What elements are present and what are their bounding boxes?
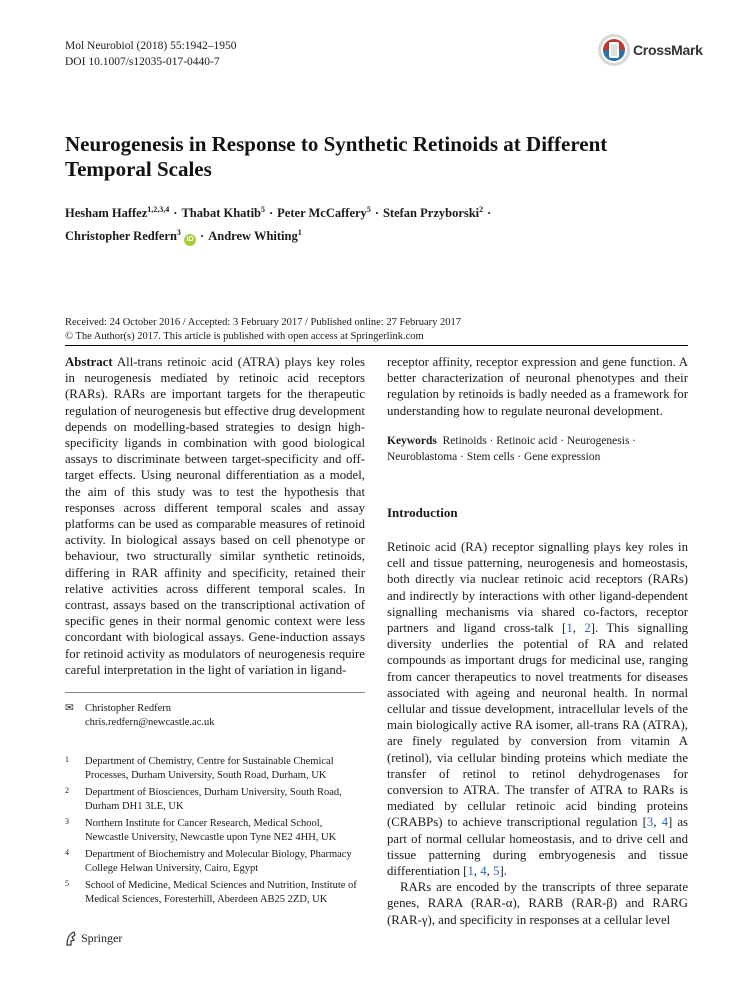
citation-link[interactable]: 2 [584,621,591,636]
author[interactable]: Stefan Przyborski [382,206,480,221]
intro-paragraph: Retinoic acid (RA) receptor signalling plays key roles in cell and tissue patterning, neurogenesis and homeostasis, both directly via nuclear retinoic acid receptors (RARs) and indirectly by interactions with other ligand-dependent signalling mechanisms via shared co-factors, receptor partners and ligand cross-talk [1, 2]. This signalling diversity underlies the potential of RA and related compounds as important drugs for medicinal use, ranging from cancer therapeutics to novel treatments for diseases associated with ageing and neuronal health. In normal cellular and tissue development, intracellular levels of the main biologically active RA isomer, all-trans RA (ATRA), are finely regulated by conversion from vitamin A (retinol), via cellular binding proteins which mediate the transfer of retinol to retinol dehydrogenases for conversion to ATRA. The transfer of ATRA to RARs is mediated by cellular retinoic acid binding proteins (CRABPs) to achieve transcriptional regulation [3, 4] as part of normal cellular homeostasis, and to drive cell and tissue patterning during embryogenesis and tissue differentiation [1, 4, 5]. [387,540,689,879]
author-list: Hesham Haffez$^{1,2,3,4}$ · Thabat Khatib$^5$ · Peter McCaffery$^5$ · Stefan Przyborski$^2$ · Christopher Redfern$^3$ iD · Andrew Whiting$^1$ [65,200,685,246]
intro-paragraph: RARs are encoded by the transcripts of three separate genes, RARA (RAR-α), RARB (RAR-β) and RARG (RAR-γ), and specificity in responses at a cellular level [387,880,688,927]
citation-link[interactable]: 4 [480,864,487,879]
affiliation [65,817,365,845]
affiliation-text: Northern Institute for Cancer Research, Medical School, Newcastle University, Newcastle upon Tyne NE2 4HH, UK [85,818,337,843]
crossmark-icon [597,33,631,67]
crossmark-badge[interactable] [597,33,719,67]
publication-dates [65,316,461,344]
divider [65,345,688,346]
abstract-label: Abstract [65,355,113,369]
author-affil-sup: 2 [479,205,484,214]
affiliation-number: 1 [65,755,69,764]
footnote-divider [65,692,365,693]
abstract-continuation: receptor affinity, receptor expression and gene function. A better characterization of neuronal phenotypes and their regulation by retinoids is badly needed as a framework for understanding how to regulate neuronal development. [387,355,688,418]
corresponding-email[interactable]: chris.redfern@newcastle.ac.uk [85,717,215,728]
author-affil-sup: 5 [261,205,265,214]
right-column [387,354,688,928]
citation-link[interactable]: 3 [646,815,654,830]
affiliation-number: 5 [65,879,69,888]
affiliation-number: 4 [65,848,69,857]
citation-link[interactable]: 4 [661,815,669,830]
journal-citation: Mol Neurobiol (2018) 55:1942–1950 [65,40,237,52]
author-affil-sup: 1,2,3,4 [147,205,170,214]
doi[interactable]: DOI 10.1007/s12035-017-0440-7 [65,56,220,68]
author[interactable]: Thabat Khatib [181,206,261,221]
author[interactable]: Hesham Haffez [65,206,148,221]
affiliation-text: Department of Chemistry, Centre for Sustainable Chemical Processes, Durham University, South Road, Durham, UK [85,756,334,781]
author[interactable]: Christopher Redfern [65,229,177,244]
publisher-name: Springer [81,931,123,945]
author-affil-sup: 1 [297,228,302,238]
citation-link[interactable]: 1 [566,621,573,636]
affiliation-number: 2 [65,786,69,795]
affiliation-text: School of Medicine, Medical Sciences and Nutrition, Institute of Medical Sciences, Foresterhill, Aberdeen AB25 2ZD, UK [85,880,357,905]
citation-link[interactable]: 1 [467,864,474,879]
corresponding-author: Christopher Redfern [85,703,172,714]
correspondence [65,702,214,730]
copyright-line: © The Author(s) 2017. This article is published with open access at Springerlink.com [65,331,424,342]
keywords [387,433,688,465]
author-affil-sup: 3 [176,228,181,238]
author-affil-sup: 5 [366,205,371,214]
keywords-label: Keywords [387,434,437,447]
affiliation [65,879,365,907]
orcid-icon[interactable]: iD [184,234,196,246]
envelope-icon: ✉ [65,703,74,714]
article-title: Neurogenesis in Response to Synthetic Retinoids at Different Temporal Scales [65,132,608,181]
affiliation [65,755,365,783]
affiliation [65,848,365,876]
crossmark-label: CrossMark [633,42,703,58]
author[interactable]: Andrew Whiting [208,229,298,244]
springer-horse-icon [65,931,78,946]
affiliation-text: Department of Biochemistry and Molecular Biology, Pharmacy College Helwan University, Cairo, Egypt [85,849,352,874]
author[interactable]: Peter McCaffery [277,206,367,221]
dates-line: Received: 24 October 2016 / Accepted: 3 February 2017 / Published online: 27 February 2017 [65,317,462,328]
keywords-text: Retinoids · Retinoic acid · Neurogenesis · Neuroblastoma · Stem cells · Gene expression [387,434,637,463]
section-heading-introduction: Introduction [387,504,458,520]
citation-link[interactable]: 5 [493,864,500,879]
affiliation-text: Department of Biosciences, Durham University, South Road, Durham DH1 3LE, UK [85,787,342,812]
affiliation [65,786,365,814]
abstract-text: All-trans retinoic acid (ATRA) plays key roles in neurogenesis mediated by retinoic acid receptors (RARs). RARs are important targets for the therapeutic regulation of neurogenesis but effective drug development depends on modelling-based strategies to design high-specificity ligands in combination with good biological assays to discriminate between target-specificity and off-target effects. Using neuronal differentiation as a model, the aim of this study was to test the hypothesis that responses across different temporal scales and assay platforms can be used as comparable measures of retinoid activity. In biological assays based on cell phenotype or behaviour, two structurally similar synthetic retinoids, differing in RAR affinity and specificity, retained their relative activities across different temporal scales. In contrast, assays based on the transcriptional activation of specific genes in their normal genomic context were less concordant with biological assays. Gene-induction assays for retinoid activity as modulators of neurogenesis require careful interpretation in the light of variation in ligand- [65,355,365,677]
affiliation-number: 3 [65,817,69,826]
abstract [65,354,365,678]
